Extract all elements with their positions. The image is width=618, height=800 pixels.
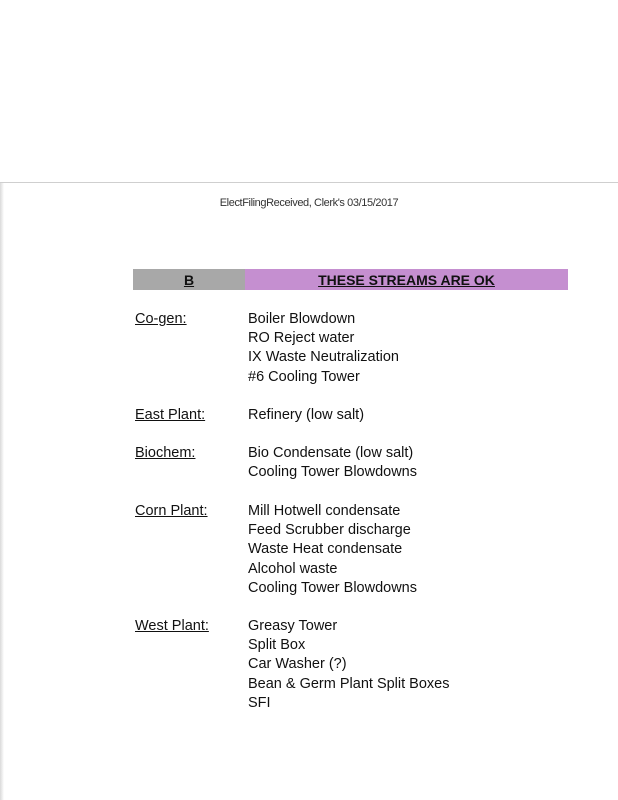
stream-item: SFI — [248, 694, 271, 711]
stream-item: Greasy Tower — [248, 618, 338, 634]
stream-item: Boiler Blowdown — [248, 311, 356, 327]
stream-item: Refinery (low salt) — [248, 407, 365, 423]
stream-item: IX Waste Neutralization — [248, 349, 399, 366]
filing-stamp — [0, 197, 618, 209]
section-label: West Plant: — [135, 618, 209, 634]
section-label: Biochem: — [135, 445, 196, 461]
header-title: THESE STREAMS ARE OK — [245, 269, 568, 290]
stream-item: Mill Hotwell condensate — [248, 503, 401, 519]
stream-item: Waste Heat condensate — [248, 541, 403, 558]
stream-item: Bean & Germ Plant Split Boxes — [248, 675, 450, 692]
stream-item: RO Reject water — [248, 330, 355, 347]
stream-item: Car Washer (?) — [248, 656, 347, 673]
scan-shadow-left — [0, 183, 4, 800]
stream-item: Alcohol waste — [248, 560, 338, 577]
blank-margin-top — [0, 0, 618, 182]
header-column-b: B — [133, 269, 245, 290]
stream-item: #6 Cooling Tower — [248, 368, 360, 385]
stream-item: Cooling Tower Blowdowns — [248, 464, 417, 481]
table-header — [133, 269, 568, 290]
section-label: Co-gen: — [135, 311, 187, 327]
section-label: East Plant: — [135, 407, 206, 423]
stream-item: Bio Condensate (low salt) — [248, 445, 414, 461]
section-label: Corn Plant: — [135, 503, 208, 519]
stream-item: Split Box — [248, 637, 306, 654]
page-edge-line — [0, 182, 618, 183]
stream-item: Cooling Tower Blowdowns — [248, 579, 417, 596]
stream-item: Feed Scrubber discharge — [248, 522, 411, 539]
filing-stamp-text: ElectFilingReceived, Clerk's 03/15/2017 — [219, 197, 399, 209]
